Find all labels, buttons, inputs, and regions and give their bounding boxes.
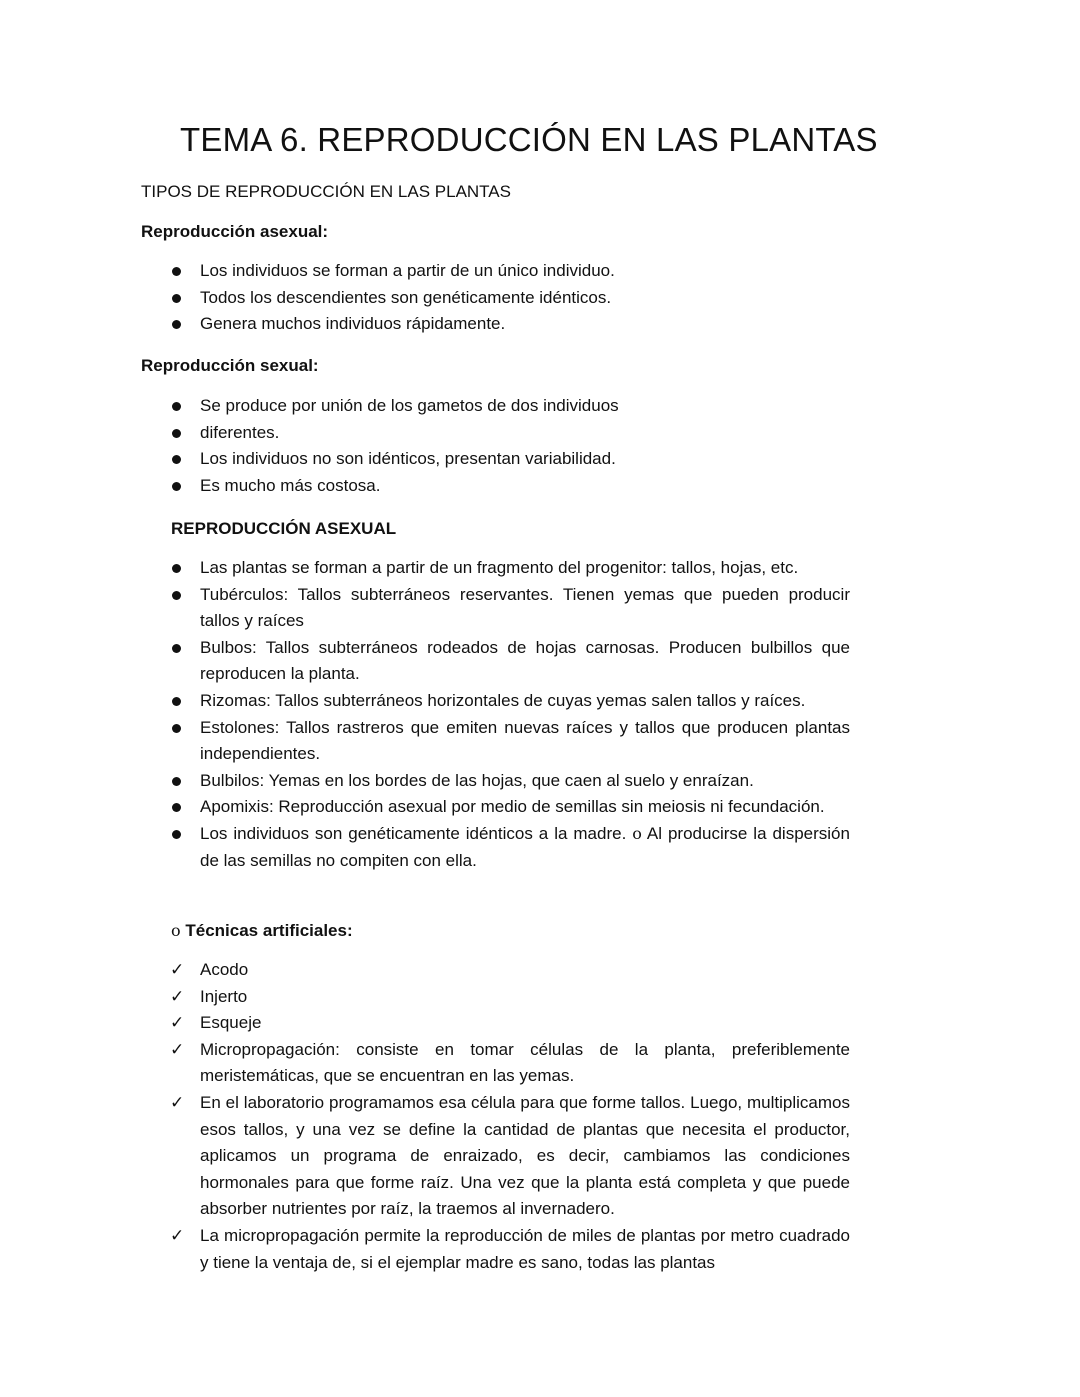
bullet-icon (172, 267, 181, 276)
tecnicas-list (160, 957, 850, 1276)
bullet-icon (172, 830, 181, 839)
bullet-icon (172, 724, 181, 733)
bullet-icon (172, 320, 181, 329)
list-item: Las plantas se forman a partir de un fragmento del progenitor: tallos, hojas, etc. (160, 555, 850, 582)
tecnicas-heading: o Técnicas artificiales: (171, 921, 353, 940)
list-item: Bulbos: Tallos subterráneos rodeados de hojas carnosas. Producen bulbillos que reproducen la planta. (160, 635, 850, 688)
list-item: Los individuos no son idénticos, presentan variabilidad. (160, 446, 850, 473)
list-item: Bulbilos: Yemas en los bordes de las hojas, que caen al suelo y enraízan. (160, 768, 850, 795)
repro-asexual-list (160, 555, 850, 874)
checkmark-icon: ✓ (170, 986, 185, 1007)
sexual-list (160, 393, 850, 499)
checkmark-icon: ✓ (170, 1013, 185, 1034)
asexual-list (160, 258, 850, 338)
page-title: TEMA 6. REPRODUCCIÓN EN LAS PLANTAS (180, 121, 878, 158)
list-item: Rizomas: Tallos subterráneos horizontales de cuyas yemas salen tallos y raíces. (160, 688, 850, 715)
checkmark-icon: ✓ (170, 1039, 185, 1060)
list-item: Los individuos son genéticamente idénticos a la madre. o Al producirse la dispersión de las semillas no compiten con ella. (160, 821, 850, 874)
sexual-heading: Reproducción sexual: (141, 356, 319, 375)
bullet-icon (172, 777, 181, 786)
bullet-icon (172, 644, 181, 653)
sub-bullet-marker: o (632, 823, 642, 843)
list-item: ✓ Micropropagación: consiste en tomar células de la planta, preferiblemente meristemáticas, que se encuentran en las yemas. (160, 1037, 850, 1090)
bullet-icon (172, 402, 181, 411)
checkmark-icon: ✓ (170, 960, 185, 980)
bullet-icon (172, 591, 181, 600)
list-item: diferentes. (160, 420, 850, 447)
checkmark-icon: ✓ (170, 1225, 185, 1246)
tipos-heading: TIPOS DE REPRODUCCIÓN EN LAS PLANTAS (141, 182, 511, 201)
bullet-icon (172, 803, 181, 812)
list-item: ✓ La micropropagación permite la reproducción de miles de plantas por metro cuadrado y tiene la ventaja de, si el ejemplar madre es sano, todas las plantas (160, 1223, 850, 1276)
list-item: ✓ Esqueje (160, 1010, 850, 1037)
asexual-heading: Reproducción asexual: (141, 222, 329, 241)
list-item: Tubérculos: Tallos subterráneos reservantes. Tienen yemas que pueden producir tallos y raíces (160, 582, 850, 635)
bullet-icon (172, 697, 181, 706)
list-item: Es mucho más costosa. (160, 473, 850, 500)
list-item: Genera muchos individuos rápidamente. (160, 311, 850, 338)
list-item: ✓ Acodo (160, 957, 850, 984)
list-item: Se produce por unión de los gametos de dos individuos (160, 393, 850, 420)
sub-bullet-marker: o (171, 921, 181, 940)
bullet-icon (172, 455, 181, 464)
list-item: ✓ Injerto (160, 984, 850, 1011)
checkmark-icon: ✓ (170, 1092, 185, 1113)
list-item: ✓ En el laboratorio programamos esa célula para que forme tallos. Luego, multiplicamos esos tallos, y una vez se define la cantidad de plantas que necesita el productor, aplicamos un programa de enraizado, es decir, cambiamos las condiciones hormonales para que forme raíz. Una vez que la planta está completa y que puede absorber nutrientes por raíz, la traemos al invernadero. (160, 1090, 850, 1223)
list-item: Los individuos se forman a partir de un único individuo. (160, 258, 850, 285)
list-item: Todos los descendientes son genéticamente idénticos. (160, 285, 850, 312)
list-item: Apomixis: Reproducción asexual por medio de semillas sin meiosis ni fecundación. (160, 794, 850, 821)
repro-asexual-heading: REPRODUCCIÓN ASEXUAL (171, 519, 397, 538)
bullet-icon (172, 429, 181, 438)
list-item: Estolones: Tallos rastreros que emiten nuevas raíces y tallos que producen plantas independientes. (160, 715, 850, 768)
bullet-icon (172, 482, 181, 491)
bullet-icon (172, 294, 181, 303)
bullet-icon (172, 564, 181, 573)
